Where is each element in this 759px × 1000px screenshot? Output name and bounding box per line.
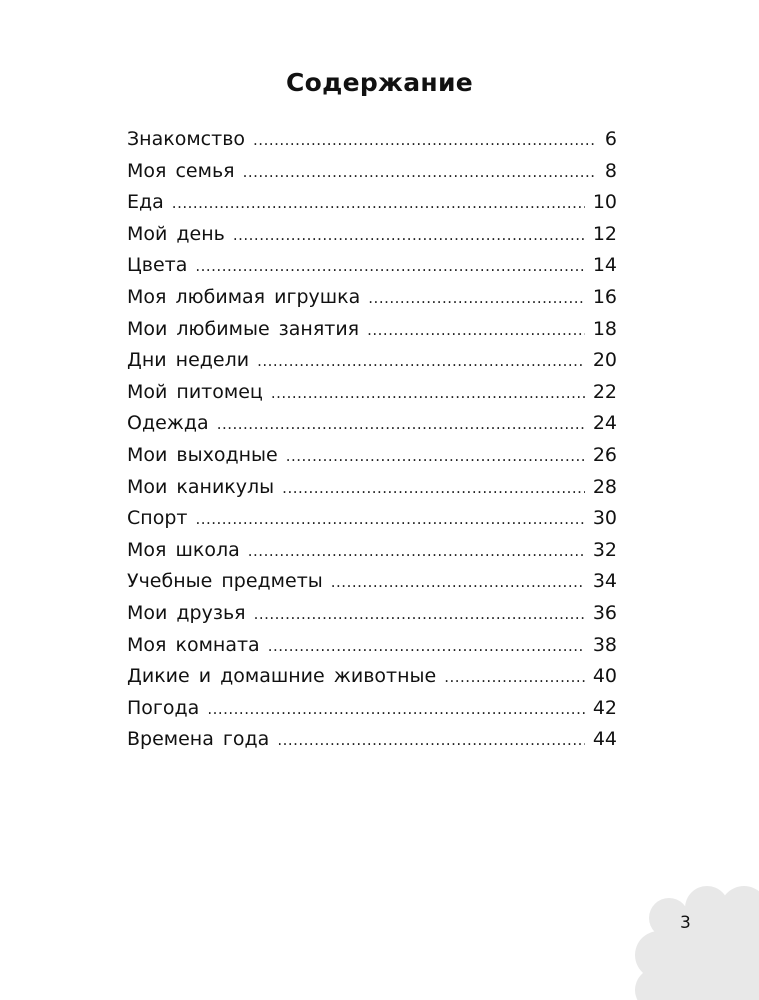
toc-entry[interactable] bbox=[127, 250, 617, 282]
toc-entry-label: Моя школа bbox=[127, 538, 240, 561]
leader-dots bbox=[195, 251, 584, 283]
toc-entry-label: Дни недели bbox=[127, 349, 250, 372]
leader-dots bbox=[368, 283, 585, 315]
toc-entry-label: Учебные предметы bbox=[127, 570, 323, 593]
toc-entry[interactable] bbox=[127, 566, 617, 598]
toc-entry-label: Мои каникулы bbox=[127, 475, 275, 498]
leader-dots bbox=[207, 694, 585, 726]
leader-dots bbox=[367, 315, 585, 347]
page-title: Содержание bbox=[285, 68, 474, 97]
toc-entry-label: Одежда bbox=[127, 412, 209, 435]
toc-entry-page: 26 bbox=[592, 443, 617, 466]
toc-entry-label: Погода bbox=[127, 696, 200, 719]
leader-dots bbox=[271, 378, 585, 410]
toc-entry-page: 20 bbox=[592, 349, 617, 372]
toc-entry[interactable] bbox=[127, 693, 617, 725]
leader-dots bbox=[268, 631, 585, 663]
toc-entry-label: Мой питомец bbox=[127, 380, 263, 403]
leader-dots bbox=[286, 441, 585, 473]
leader-dots bbox=[172, 188, 585, 220]
leader-dots bbox=[253, 125, 597, 157]
toc-entry[interactable] bbox=[127, 187, 617, 219]
toc-entry[interactable] bbox=[127, 377, 617, 409]
toc-entry-page: 42 bbox=[592, 696, 617, 719]
toc-entry-label: Цвета bbox=[127, 254, 188, 277]
toc-entry-page: 24 bbox=[592, 412, 617, 435]
leader-dots bbox=[277, 725, 585, 757]
toc-entry-page: 28 bbox=[592, 475, 617, 498]
leader-dots bbox=[331, 567, 585, 599]
toc-entry-label: Мой день bbox=[127, 222, 225, 245]
toc-entry[interactable] bbox=[127, 408, 617, 440]
toc-entry[interactable] bbox=[127, 282, 617, 314]
toc-entry[interactable] bbox=[127, 472, 617, 504]
toc-entry[interactable] bbox=[127, 661, 617, 693]
leader-dots bbox=[233, 220, 585, 252]
toc-entry[interactable] bbox=[127, 598, 617, 630]
toc-entry-label: Мои выходные bbox=[127, 443, 278, 466]
toc-entry-page: 40 bbox=[592, 665, 617, 688]
toc-entry-page: 22 bbox=[592, 380, 617, 403]
toc-entry-page: 16 bbox=[592, 285, 617, 308]
toc-entry[interactable] bbox=[127, 724, 617, 756]
toc-entry-page: 8 bbox=[604, 159, 617, 182]
toc-entry-page: 30 bbox=[592, 507, 617, 530]
leader-dots bbox=[257, 346, 585, 378]
toc-entry-page: 10 bbox=[592, 191, 617, 214]
toc-entry[interactable] bbox=[127, 345, 617, 377]
leader-dots bbox=[195, 504, 584, 536]
leader-dots bbox=[217, 409, 585, 441]
toc-entry-label: Времена года bbox=[127, 728, 270, 751]
toc-entry[interactable] bbox=[127, 219, 617, 251]
toc-entry-label: Мои друзья bbox=[127, 601, 246, 624]
toc-entry-page: 14 bbox=[592, 254, 617, 277]
toc-entry-label: Еда bbox=[127, 191, 164, 214]
toc-entry[interactable] bbox=[127, 535, 617, 567]
leader-dots bbox=[248, 536, 585, 568]
toc-entry[interactable] bbox=[127, 630, 617, 662]
toc-entry[interactable] bbox=[127, 440, 617, 472]
toc-entry[interactable] bbox=[127, 314, 617, 346]
toc-entry-label: Моя комната bbox=[127, 633, 260, 656]
toc-entry-page: 12 bbox=[592, 222, 617, 245]
leader-dots bbox=[444, 662, 585, 694]
leader-dots bbox=[254, 599, 585, 631]
table-of-contents bbox=[127, 124, 617, 756]
toc-entry[interactable] bbox=[127, 124, 617, 156]
page-number: 3 bbox=[680, 913, 691, 933]
toc-entry[interactable] bbox=[127, 156, 617, 188]
toc-entry-page: 36 bbox=[592, 601, 617, 624]
toc-entry-page: 6 bbox=[604, 128, 617, 150]
toc-entry-page: 34 bbox=[592, 570, 617, 593]
cloud-decoration bbox=[629, 880, 759, 1000]
toc-entry-label: Моя семья bbox=[127, 159, 235, 182]
toc-entry-page: 44 bbox=[592, 728, 617, 751]
toc-entry-page: 38 bbox=[592, 633, 617, 656]
leader-dots bbox=[282, 473, 585, 505]
toc-entry-label: Дикие и домашние животные bbox=[127, 665, 437, 688]
toc-entry-label: Знакомство bbox=[127, 128, 246, 150]
toc-entry-label: Спорт bbox=[127, 507, 188, 530]
toc-entry[interactable] bbox=[127, 503, 617, 535]
leader-dots bbox=[243, 157, 597, 189]
toc-entry-label: Моя любимая игрушка bbox=[127, 285, 361, 308]
toc-entry-page: 32 bbox=[592, 538, 617, 561]
toc-entry-page: 18 bbox=[592, 317, 617, 340]
toc-entry-label: Мои любимые занятия bbox=[127, 317, 360, 340]
